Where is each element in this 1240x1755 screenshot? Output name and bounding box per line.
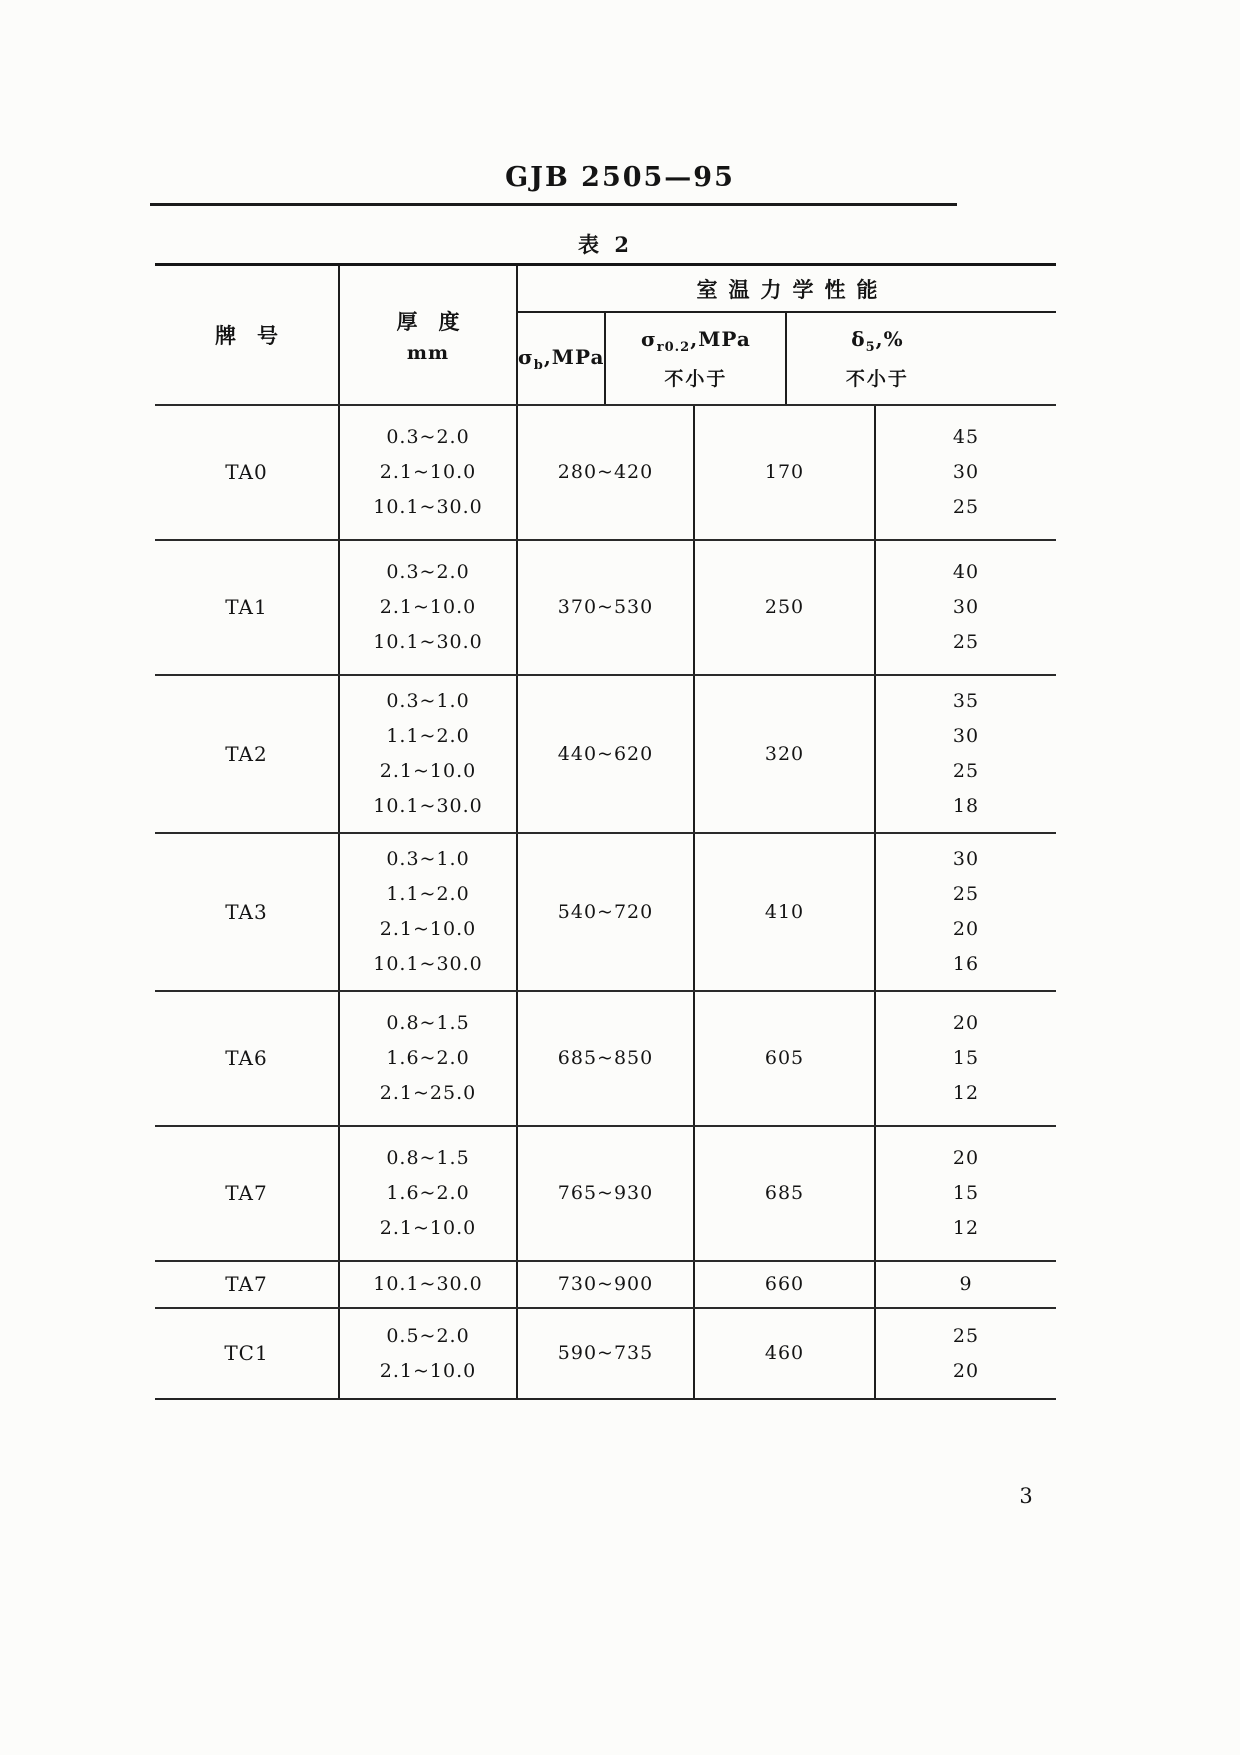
grade-cell: [155, 1262, 338, 1307]
cell-value: 590~735: [557, 1342, 654, 1364]
table-body: [155, 404, 1056, 1398]
cell-value: 25: [952, 883, 980, 905]
thickness-cell: [338, 676, 516, 832]
thickness-cell: [338, 834, 516, 990]
cell-value: TA7: [225, 1181, 268, 1205]
grade-cell: [155, 541, 338, 674]
cell-value: 12: [952, 1082, 980, 1104]
grade-cell: [155, 676, 338, 832]
sigma-r02-cell: [693, 1262, 874, 1307]
grade-cell: [155, 1127, 338, 1260]
sigma-b-cell: [516, 1309, 693, 1398]
header-sigma-b: [518, 313, 604, 404]
elongation-cell: [874, 1127, 1056, 1260]
thickness-cell: [338, 541, 516, 674]
table-row: [155, 832, 1056, 990]
elongation-cell: [874, 406, 1056, 539]
cell-value: 0.8~1.5: [386, 1012, 470, 1034]
cell-value: 540~720: [557, 900, 654, 923]
table-2: [155, 263, 1056, 1400]
cell-value: 25: [952, 631, 980, 653]
cell-value: 730~900: [557, 1273, 654, 1295]
grade-cell: [155, 406, 338, 539]
cell-value: 1.6~2.0: [386, 1182, 470, 1204]
sigma-b-cell: [516, 992, 693, 1125]
header-rule: [150, 203, 957, 206]
cell-value: 10.1~30.0: [373, 496, 483, 518]
table-row: [155, 1125, 1056, 1260]
sigma-b-cell: [516, 541, 693, 674]
table-caption: 表 2: [578, 232, 633, 257]
elongation-cell: [874, 834, 1056, 990]
table-row: [155, 1260, 1056, 1307]
cell-value: 25: [952, 1324, 980, 1347]
cell-value: 30: [952, 461, 980, 483]
cell-value: TC1: [224, 1341, 269, 1365]
cell-value: 605: [764, 1047, 805, 1069]
cell-value: 0.3~1.0: [386, 690, 470, 712]
cell-value: 25: [952, 760, 980, 782]
cell-value: 460: [764, 1342, 805, 1364]
cell-value: 20: [952, 1012, 980, 1034]
cell-value: 9: [959, 1273, 973, 1295]
cell-value: 35: [952, 690, 980, 712]
table-header: [155, 266, 1056, 404]
standard-code: GJB 2505—95: [505, 162, 735, 193]
cell-value: 0.5~2.0: [386, 1324, 470, 1347]
cell-value: 20: [952, 918, 980, 940]
cell-value: 20: [952, 1147, 980, 1169]
elongation-cell: [874, 1309, 1056, 1398]
cell-value: 10.1~30.0: [373, 953, 483, 975]
sigma-r02-cell: [693, 406, 874, 539]
cell-value: TA7: [225, 1272, 268, 1296]
cell-value: 2.1~25.0: [379, 1082, 477, 1104]
cell-value: 685: [764, 1182, 805, 1204]
cell-value: TA3: [225, 899, 268, 924]
delta5-symbol: $\delta_5,\%$: [851, 326, 904, 355]
sigma-b-symbol: $\sigma_b,MPa$: [518, 344, 605, 373]
table-row: [155, 539, 1056, 674]
cell-value: 10.1~30.0: [373, 795, 483, 817]
sigma-b-cell: [516, 1262, 693, 1307]
cell-value: 2.1~10.0: [379, 1217, 477, 1239]
sigma-b-cell: [516, 406, 693, 539]
table-row: [155, 990, 1056, 1125]
header-thickness: [338, 266, 516, 404]
header-room-temp-title: 室温力学性能: [518, 266, 1056, 313]
elongation-cell: [874, 541, 1056, 674]
header-subrow: [518, 313, 1056, 404]
delta5-note: 不小于: [845, 367, 909, 390]
cell-value: 0.3~1.0: [386, 848, 470, 870]
cell-value: 18: [952, 795, 980, 817]
cell-value: 30: [952, 596, 980, 618]
cell-value: TA1: [225, 595, 268, 619]
cell-value: 2.1~10.0: [379, 596, 477, 618]
sigma-r02-cell: [693, 541, 874, 674]
grade-cell: [155, 992, 338, 1125]
sigma-r02-cell: [693, 676, 874, 832]
cell-value: 410: [764, 900, 805, 923]
cell-value: TA0: [225, 460, 268, 484]
sigma-r02-cell: [693, 1127, 874, 1260]
elongation-cell: [874, 992, 1056, 1125]
cell-value: 15: [952, 1182, 980, 1204]
sigma-b-cell: [516, 676, 693, 832]
cell-value: 20: [952, 1359, 980, 1382]
thickness-cell: [338, 406, 516, 539]
header-sigma-r02: [604, 313, 785, 404]
header-grade-label: 牌 号: [215, 323, 278, 348]
thickness-cell: [338, 992, 516, 1125]
header-thickness-label: 厚 度: [396, 309, 460, 334]
sigma-r02-note: 不小于: [664, 367, 728, 390]
cell-value: 0.3~2.0: [386, 426, 470, 448]
cell-value: 12: [952, 1217, 980, 1239]
cell-value: 440~620: [557, 742, 654, 765]
cell-value: 10.1~30.0: [373, 631, 483, 653]
thickness-cell: [338, 1262, 516, 1307]
cell-value: 10.1~30.0: [373, 1273, 483, 1295]
cell-value: 30: [952, 725, 980, 747]
cell-value: 280~420: [557, 461, 654, 483]
header-room-temp-group: [516, 266, 1056, 404]
cell-value: 0.3~2.0: [386, 561, 470, 583]
sigma-r02-symbol: $\sigma_{r0.2},MPa$: [641, 326, 751, 355]
cell-value: TA2: [225, 741, 268, 766]
cell-value: 0.8~1.5: [386, 1147, 470, 1169]
cell-value: 45: [952, 426, 980, 448]
header-delta5: [785, 313, 967, 404]
sigma-b-cell: [516, 1127, 693, 1260]
cell-value: 1.1~2.0: [386, 883, 470, 905]
page-number: 3: [1019, 1484, 1033, 1508]
cell-value: 2.1~10.0: [379, 760, 477, 782]
cell-value: 16: [952, 953, 980, 975]
thickness-cell: [338, 1309, 516, 1398]
elongation-cell: [874, 1262, 1056, 1307]
sigma-b-cell: [516, 834, 693, 990]
cell-value: 250: [764, 596, 805, 618]
table-row: [155, 404, 1056, 539]
sigma-r02-cell: [693, 1309, 874, 1398]
cell-value: 40: [952, 561, 980, 583]
cell-value: 30: [952, 848, 980, 870]
cell-value: 370~530: [557, 596, 654, 618]
grade-cell: [155, 834, 338, 990]
cell-value: 2.1~10.0: [379, 461, 477, 483]
cell-value: 170: [764, 461, 805, 483]
sigma-r02-cell: [693, 834, 874, 990]
cell-value: 660: [764, 1273, 805, 1295]
cell-value: 2.1~10.0: [379, 918, 477, 940]
table-row: [155, 1307, 1056, 1398]
elongation-cell: [874, 676, 1056, 832]
cell-value: 320: [764, 742, 805, 765]
thickness-cell: [338, 1127, 516, 1260]
cell-value: 2.1~10.0: [379, 1359, 477, 1382]
cell-value: TA6: [225, 1046, 268, 1070]
sigma-r02-cell: [693, 992, 874, 1125]
header-grade: [155, 266, 338, 404]
table-row: [155, 674, 1056, 832]
cell-value: 685~850: [557, 1047, 654, 1069]
cell-value: 1.1~2.0: [386, 725, 470, 747]
grade-cell: [155, 1309, 338, 1398]
cell-value: 25: [952, 496, 980, 518]
cell-value: 1.6~2.0: [386, 1047, 470, 1069]
cell-value: 15: [952, 1047, 980, 1069]
header-thickness-unit: mm: [406, 342, 450, 364]
cell-value: 765~930: [557, 1182, 654, 1204]
